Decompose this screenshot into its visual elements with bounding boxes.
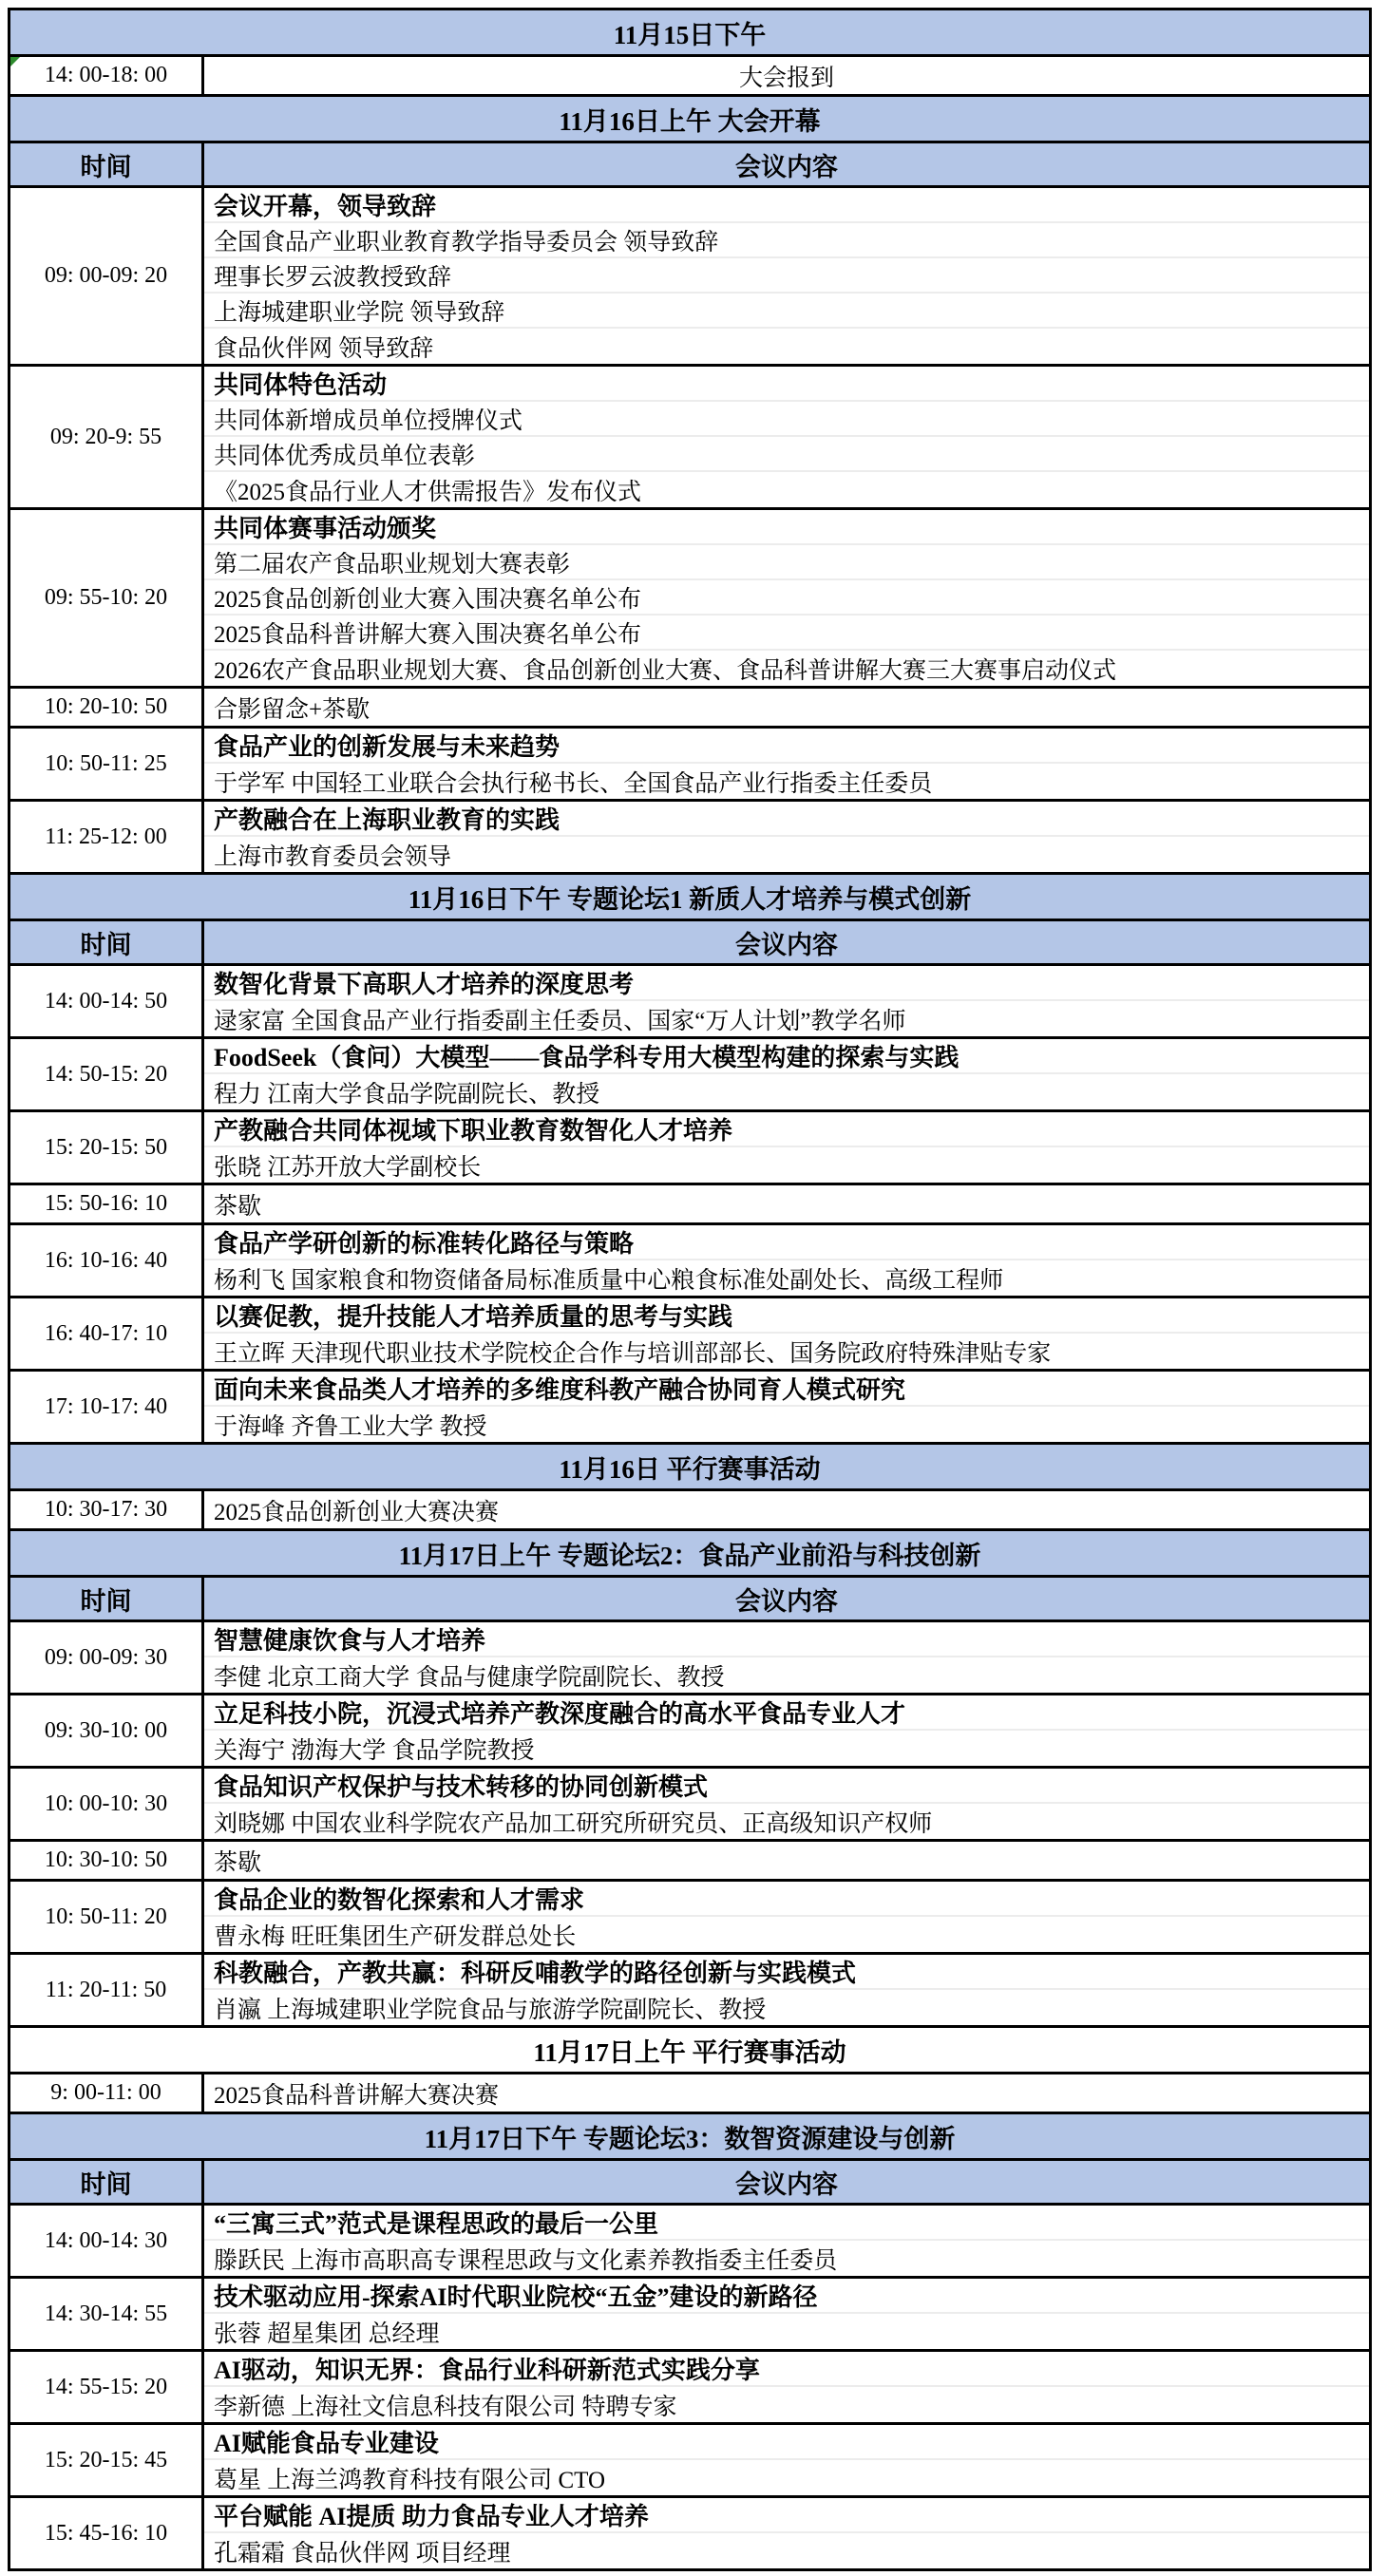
content-cell (204, 2074, 1369, 2112)
section-header-text: 11月16日上午 大会开幕 (559, 106, 821, 136)
content-cell (204, 1372, 1369, 1442)
table-row (10, 1491, 1369, 1531)
content-cell (204, 367, 1369, 507)
session-detail: 理事长罗云波教授致辞 (204, 258, 1369, 294)
table-row (10, 188, 1369, 367)
time-cell (10, 1622, 204, 1693)
time-cell (10, 1695, 204, 1766)
session-detail: 食品伙伴网 领导致辞 (214, 335, 434, 362)
time-text: 10: 30-17: 30 (44, 1497, 168, 1522)
session-detail: 全国食品产业职业教育教学指导委员会 领导致辞 (204, 223, 1369, 258)
table-row (10, 57, 1369, 97)
time-cell (10, 367, 204, 507)
content-cell (204, 966, 1369, 1036)
content-cell (204, 1039, 1369, 1109)
time-text: 10: 30-10: 50 (44, 1847, 168, 1872)
column-header-content (204, 143, 1369, 185)
table-row (10, 1185, 1369, 1225)
session-title: 食品产学研创新的标准转化路径与策略 (204, 1225, 1369, 1260)
section-header-text: 11月16日下午 专题论坛1 新质人才培养与模式创新 (408, 884, 972, 914)
time-text: 17: 10-17: 40 (44, 1393, 168, 1419)
table-row (10, 1112, 1369, 1185)
session-title: 技术驱动应用-探索AI时代职业院校“五金”建设的新路径 (204, 2279, 1369, 2314)
time-text: 09: 00-09: 30 (44, 1644, 168, 1670)
content-text: 合影留念+茶歇 (214, 696, 370, 723)
time-cell (10, 1769, 204, 1839)
time-cell (10, 1185, 204, 1222)
table-row (10, 2279, 1369, 2352)
content-text: 茶歇 (214, 1193, 262, 1220)
session-title: “三寓三式”范式是课程思政的最后一公里 (204, 2206, 1369, 2241)
time-cell (10, 2279, 204, 2349)
table-row (10, 1622, 1369, 1695)
time-text: 10: 20-10: 50 (44, 694, 168, 719)
time-cell (10, 510, 204, 686)
section-header-row (10, 97, 1369, 143)
time-text: 09: 30-10: 00 (44, 1717, 168, 1743)
session-detail: 李健 北京工商大学 食品与健康学院副院长、教授 (214, 1664, 725, 1691)
session-title: 平台赋能 AI提质 助力食品专业人才培养 (204, 2498, 1369, 2533)
table-row (10, 1298, 1369, 1372)
time-cell (10, 2206, 204, 2276)
table-row (10, 1955, 1369, 2028)
table-row (10, 2498, 1369, 2568)
time-cell (10, 2352, 204, 2422)
time-text: 14: 00-14: 50 (44, 988, 168, 1013)
session-title: 食品知识产权保护与技术转移的协同创新模式 (204, 1769, 1369, 1804)
session-detail: 关海宁 渤海大学 食品学院教授 (214, 1737, 535, 1764)
content-cell (204, 802, 1369, 872)
section-header-row (10, 10, 1369, 57)
time-text: 15: 20-15: 50 (44, 1134, 168, 1160)
session-detail: 张晓 江苏开放大学副校长 (214, 1154, 482, 1181)
session-detail: 张蓉 超星集团 总经理 (214, 2320, 440, 2347)
time-cell (10, 966, 204, 1036)
section-header-row (10, 1531, 1369, 1578)
content-cell (204, 689, 1369, 726)
session-title: 产教融合在上海职业教育的实践 (204, 802, 1369, 837)
time-text: 11: 20-11: 50 (45, 1977, 167, 2002)
time-text: 14: 30-14: 55 (44, 2301, 168, 2326)
session-detail: 于海峰 齐鲁工业大学 教授 (214, 1413, 487, 1440)
table-row (10, 966, 1369, 1039)
table-row (10, 1039, 1369, 1112)
session-detail: 曹永梅 旺旺集团生产研发群总处长 (214, 1923, 577, 1950)
column-header-content (204, 2161, 1369, 2203)
table-row (10, 1882, 1369, 1955)
table-row (10, 367, 1369, 510)
time-cell (10, 2498, 204, 2568)
session-title: 面向未来食品类人才培养的多维度科教产融合协同育人模式研究 (204, 1372, 1369, 1407)
time-text: 11: 25-12: 00 (45, 824, 167, 849)
content-cell (204, 1695, 1369, 1766)
content-text: 2025食品科普讲解大赛决赛 (214, 2082, 500, 2109)
session-detail: 上海城建职业学院 领导致辞 (204, 294, 1369, 329)
content-text: 2025食品创新创业大赛决赛 (214, 1499, 500, 1525)
green-corner-marker-icon (10, 57, 20, 66)
table-row (10, 689, 1369, 729)
time-cell (10, 57, 204, 94)
session-title: AI赋能食品专业建设 (204, 2425, 1369, 2460)
column-header-content-text: 会议内容 (735, 2169, 838, 2199)
column-header-content-text: 会议内容 (735, 930, 838, 959)
column-header-time-text: 时间 (80, 930, 132, 959)
time-cell (10, 1882, 204, 1952)
content-cell (204, 2206, 1369, 2276)
session-detail: 孔霜霜 食品伙伴网 项目经理 (214, 2540, 511, 2567)
time-cell (10, 1225, 204, 1296)
content-cell (204, 1298, 1369, 1369)
content-cell (204, 1185, 1369, 1222)
section-header-row (10, 875, 1369, 921)
section-header-text: 11月15日下午 (613, 20, 767, 49)
session-detail: 王立晖 天津现代职业技术学院校企合作与培训部部长、国务院政府特殊津贴专家 (214, 1340, 1052, 1367)
time-text: 15: 20-15: 45 (44, 2447, 168, 2472)
time-text: 16: 40-17: 10 (44, 1320, 168, 1346)
section-header-text: 11月17日下午 专题论坛3：数智资源建设与创新 (424, 2124, 956, 2153)
time-cell (10, 1372, 204, 1442)
content-cell (204, 510, 1369, 686)
table-row (10, 729, 1369, 802)
time-text: 10: 00-10: 30 (44, 1790, 168, 1816)
table-row (10, 2074, 1369, 2114)
table-row (10, 1842, 1369, 1882)
table-row (10, 510, 1369, 689)
time-text: 9: 00-11: 00 (50, 2080, 162, 2105)
session-detail: 2026农产食品职业规划大赛、食品创新创业大赛、食品科普讲解大赛三大赛事启动仪式 (214, 657, 1117, 684)
content-cell (204, 1955, 1369, 2025)
column-header-content (204, 921, 1369, 963)
table-row (10, 2206, 1369, 2279)
column-header-content-text: 会议内容 (735, 1586, 838, 1616)
session-title: 科教融合，产教共赢：科研反哺教学的路径创新与实践模式 (204, 1955, 1369, 1990)
session-title: 共同体赛事活动颁奖 (204, 510, 1369, 545)
time-cell (10, 188, 204, 364)
content-cell (204, 2279, 1369, 2349)
time-cell (10, 2425, 204, 2495)
content-cell (204, 2425, 1369, 2495)
section-header-text: 11月16日 平行赛事活动 (559, 1454, 821, 1484)
column-header-time (10, 2161, 204, 2203)
time-text: 14: 00-14: 30 (44, 2227, 168, 2253)
session-title: 食品产业的创新发展与未来趋势 (204, 729, 1369, 764)
session-title: 产教融合共同体视域下职业教育数智化人才培养 (204, 1112, 1369, 1147)
schedule-table (8, 8, 1372, 2571)
content-cell (204, 2498, 1369, 2568)
session-title: 智慧健康饮食与人才培养 (204, 1622, 1369, 1657)
column-header-time-text: 时间 (80, 2169, 132, 2199)
table-row (10, 2425, 1369, 2498)
time-text: 09: 20-9: 55 (49, 424, 162, 449)
column-header-time (10, 143, 204, 185)
time-cell (10, 802, 204, 872)
session-detail: 共同体优秀成员单位表彰 (204, 437, 1369, 472)
session-detail: 2025食品创新创业大赛入围决赛名单公布 (204, 580, 1369, 616)
session-detail: 第二届农产食品职业规划大赛表彰 (204, 545, 1369, 580)
time-cell (10, 1842, 204, 1879)
time-cell (10, 1112, 204, 1183)
column-header-row (10, 2161, 1369, 2206)
section-header-text: 11月17日上午 专题论坛2：食品产业前沿与科技创新 (398, 1541, 981, 1570)
content-text: 茶歇 (214, 1849, 262, 1876)
content-cell (204, 1225, 1369, 1296)
session-title: FoodSeek（食问）大模型——食品学科专用大模型构建的探索与实践 (204, 1039, 1369, 1074)
content-text: 大会报到 (738, 65, 834, 91)
session-detail: 肖瀛 上海城建职业学院食品与旅游学院副院长、教授 (214, 1997, 767, 2023)
session-detail: 杨利飞 国家粮食和物资储备局标准质量中心粮食标准处副处长、高级工程师 (214, 1267, 1004, 1294)
session-detail: 于学军 中国轻工业联合会执行秘书长、全国食品产业行指委主任委员 (214, 770, 933, 797)
content-cell (204, 1842, 1369, 1879)
time-cell (10, 689, 204, 726)
time-text: 15: 50-16: 10 (44, 1191, 168, 1216)
column-header-time (10, 1578, 204, 1619)
content-cell (204, 1491, 1369, 1528)
time-text: 15: 45-16: 10 (44, 2520, 168, 2546)
session-detail: 共同体新增成员单位授牌仪式 (204, 402, 1369, 437)
time-cell (10, 729, 204, 799)
time-text: 16: 10-16: 40 (44, 1247, 168, 1273)
table-row (10, 802, 1369, 875)
time-text: 09: 00-09: 20 (44, 263, 168, 288)
session-detail: 逯家富 全国食品产业行指委副主任委员、国家“万人计划”教学名师 (214, 1008, 906, 1034)
content-cell (204, 57, 1369, 94)
session-title: AI驱动，知识无界：食品行业科研新范式实践分享 (204, 2352, 1369, 2387)
table-row (10, 2352, 1369, 2425)
column-header-time-text: 时间 (80, 1586, 132, 1616)
time-cell (10, 2074, 204, 2112)
section-header-row (10, 2114, 1369, 2161)
session-title: 会议开幕，领导致辞 (204, 188, 1369, 223)
session-detail: 葛星 上海兰鸿教育科技有限公司 CTO (214, 2467, 606, 2493)
time-cell (10, 1039, 204, 1109)
time-text: 09: 55-10: 20 (44, 585, 168, 610)
session-title: 数智化背景下高职人才培养的深度思考 (204, 966, 1369, 1001)
session-title: 以赛促教，提升技能人才培养质量的思考与实践 (204, 1298, 1369, 1334)
content-cell (204, 1769, 1369, 1839)
section-header-text: 11月17日上午 平行赛事活动 (533, 2037, 846, 2067)
column-header-row (10, 921, 1369, 966)
column-header-time-text: 时间 (80, 152, 132, 181)
content-cell (204, 1882, 1369, 1952)
time-text: 10: 50-11: 20 (45, 1904, 167, 1929)
time-text: 10: 50-11: 25 (45, 750, 167, 776)
content-cell (204, 729, 1369, 799)
section-header-row (10, 1445, 1369, 1491)
time-cell (10, 1298, 204, 1369)
table-row (10, 1372, 1369, 1445)
content-cell (204, 1112, 1369, 1183)
time-text: 14: 00-18: 00 (44, 63, 168, 87)
column-header-time (10, 921, 204, 963)
session-title: 共同体特色活动 (204, 367, 1369, 402)
time-cell (10, 1491, 204, 1528)
column-header-content (204, 1578, 1369, 1619)
time-cell (10, 1955, 204, 2025)
session-detail: 程力 江南大学食品学院副院长、教授 (214, 1081, 600, 1108)
section-header-row (10, 2028, 1369, 2074)
session-title: 食品企业的数智化探索和人才需求 (204, 1882, 1369, 1917)
column-header-row (10, 143, 1369, 188)
column-header-row (10, 1578, 1369, 1622)
session-detail: 刘晓娜 中国农业科学院农产品加工研究所研究员、正高级知识产权师 (214, 1810, 933, 1837)
session-detail: 李新德 上海社文信息科技有限公司 特聘专家 (214, 2394, 677, 2420)
session-detail: 《2025食品行业人才供需报告》发布仪式 (214, 479, 642, 505)
session-detail: 上海市教育委员会领导 (214, 843, 452, 870)
session-detail: 2025食品科普讲解大赛入围决赛名单公布 (204, 616, 1369, 651)
content-cell (204, 188, 1369, 364)
session-detail: 滕跃民 上海市高职高专课程思政与文化素养教指委主任委员 (214, 2247, 838, 2274)
table-row (10, 1225, 1369, 1298)
table-row (10, 1695, 1369, 1769)
content-cell (204, 2352, 1369, 2422)
content-cell (204, 1622, 1369, 1693)
column-header-content-text: 会议内容 (735, 152, 838, 181)
time-text: 14: 50-15: 20 (44, 1061, 168, 1087)
table-row (10, 1769, 1369, 1842)
session-title: 立足科技小院，沉浸式培养产教深度融合的高水平食品专业人才 (204, 1695, 1369, 1731)
time-text: 14: 55-15: 20 (44, 2374, 168, 2399)
